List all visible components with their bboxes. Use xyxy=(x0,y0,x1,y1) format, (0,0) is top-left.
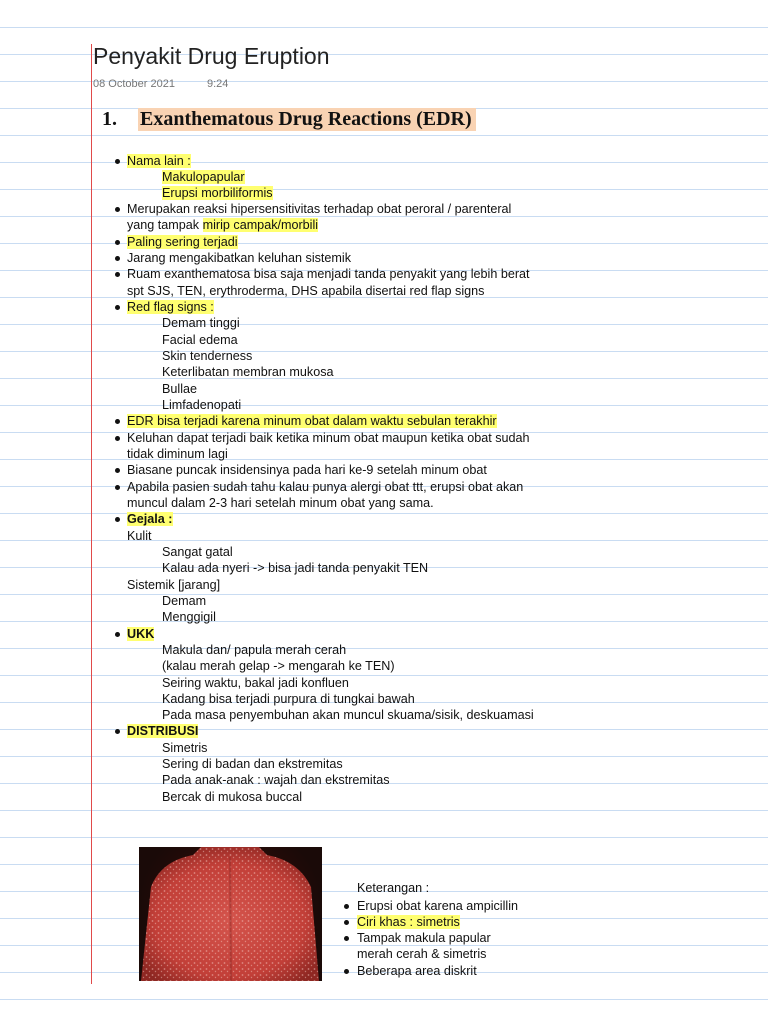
section-number: 1. xyxy=(102,108,117,130)
list-item xyxy=(162,675,349,691)
caption-item-text: merah cerah & simetris xyxy=(357,947,487,961)
list-item-text: Demam xyxy=(162,594,207,608)
bullet xyxy=(344,920,349,925)
bullet xyxy=(115,517,120,522)
list-item-text: Simetris xyxy=(162,741,208,755)
list-item xyxy=(127,511,173,527)
list-item-text: Bullae xyxy=(162,382,198,396)
list-item xyxy=(127,283,484,299)
bullet xyxy=(115,468,120,473)
caption-item xyxy=(357,914,460,930)
list-item xyxy=(162,397,241,413)
list-item xyxy=(162,560,428,576)
list-item-text: Paling sering terjadi xyxy=(127,235,238,249)
list-item xyxy=(162,658,395,674)
list-item-text: Sistemik [jarang] xyxy=(127,578,221,592)
list-item xyxy=(127,446,228,462)
caption-item-text: Tampak makula papular xyxy=(357,931,491,945)
list-item-text: Facial edema xyxy=(162,333,238,347)
list-item-text: Biasane puncak insidensinya pada hari ke-9 setelah minum obat xyxy=(127,463,487,477)
caption-item xyxy=(357,946,486,962)
list-item-text: Seiring waktu, bakal jadi konfluen xyxy=(162,676,349,690)
page-date: 08 October 2021 xyxy=(93,78,175,90)
list-item xyxy=(127,462,487,478)
section-heading-text: Exanthematous Drug Reactions (EDR) xyxy=(138,108,476,131)
list-item-text: Apabila pasien sudah tahu kalau punya alergi obat ttt, erupsi obat akan xyxy=(127,480,524,494)
list-item-text: Ruam exanthematosa bisa saja menjadi tanda penyakit yang lebih berat xyxy=(127,267,530,281)
list-item xyxy=(162,789,302,805)
list-item xyxy=(162,691,415,707)
list-item xyxy=(127,250,351,266)
list-item xyxy=(162,756,343,772)
list-item-text: Keluhan dapat terjadi baik ketika minum obat maupun ketika obat sudah xyxy=(127,431,530,445)
list-item xyxy=(162,364,334,380)
list-item xyxy=(162,169,245,185)
list-item xyxy=(127,217,318,233)
bullet xyxy=(115,632,120,637)
bullet xyxy=(115,729,120,734)
list-item xyxy=(127,479,523,495)
list-item-text: Gejala : xyxy=(127,512,173,526)
caption-item xyxy=(357,898,518,914)
list-item xyxy=(162,185,273,201)
list-item-text: Limfadenopati xyxy=(162,398,242,412)
bullet xyxy=(115,436,120,441)
caption-item xyxy=(357,930,491,946)
list-item-text: yang tampak xyxy=(127,218,203,232)
bullet xyxy=(344,936,349,941)
list-item xyxy=(162,609,216,625)
list-item xyxy=(162,381,197,397)
list-item-text: Sangat gatal xyxy=(162,545,233,559)
bullet xyxy=(344,969,349,974)
list-item-text: Sering di badan dan ekstremitas xyxy=(162,757,343,771)
list-item xyxy=(127,528,152,544)
bullet xyxy=(115,305,120,310)
list-item xyxy=(127,153,191,169)
list-item-text: Red flag signs : xyxy=(127,300,214,314)
list-item-text: Kalau ada nyeri -> bisa jadi tanda penyakit TEN xyxy=(162,561,429,575)
clinical-photo xyxy=(139,847,322,981)
caption-item-text: Beberapa area diskrit xyxy=(357,964,477,978)
list-item xyxy=(127,430,530,446)
caption-item-text: Erupsi obat karena ampicillin xyxy=(357,899,519,913)
list-item-text: DISTRIBUSI xyxy=(127,724,199,738)
list-item-text: Makula dan/ papula merah cerah xyxy=(162,643,347,657)
list-item-text: UKK xyxy=(127,627,155,641)
list-item xyxy=(162,332,238,348)
list-item-text: spt SJS, TEN, erythroderma, DHS apabila disertai red flap signs xyxy=(127,284,485,298)
bullet xyxy=(115,419,120,424)
bullet xyxy=(115,240,120,245)
caption-item xyxy=(357,963,477,979)
list-item xyxy=(162,315,240,331)
list-item xyxy=(127,495,434,511)
list-item-text: Nama lain : xyxy=(127,154,191,168)
list-item-text: Makulopapular xyxy=(162,170,245,184)
list-item xyxy=(127,577,220,593)
list-item-text: Keterlibatan membran mukosa xyxy=(162,365,334,379)
list-item-text: Pada masa penyembuhan akan muncul skuama/sisik, deskuamasi xyxy=(162,708,534,722)
list-item-text: tidak diminum lagi xyxy=(127,447,228,461)
list-item-text: Kulit xyxy=(127,529,152,543)
list-item-text: Bercak di mukosa buccal xyxy=(162,790,302,804)
caption-item-text: Ciri khas : simetris xyxy=(357,915,460,929)
bullet xyxy=(344,904,349,909)
list-item-text: Jarang mengakibatkan keluhan sistemik xyxy=(127,251,352,265)
bullet xyxy=(115,485,120,490)
list-item-highlight: mirip campak/morbili xyxy=(202,218,319,232)
list-item xyxy=(162,544,233,560)
list-item xyxy=(127,201,511,217)
list-item-text: Skin tenderness xyxy=(162,349,253,363)
list-item xyxy=(162,348,252,364)
list-item-text: (kalau merah gelap -> mengarah ke TEN) xyxy=(162,659,395,673)
list-item xyxy=(162,772,390,788)
list-item xyxy=(162,707,534,723)
bullet xyxy=(115,159,120,164)
list-item xyxy=(127,723,198,739)
list-item-text: Kadang bisa terjadi purpura di tungkai bawah xyxy=(162,692,415,706)
list-item xyxy=(127,626,154,642)
list-item xyxy=(127,266,530,282)
list-item-text: Menggigil xyxy=(162,610,216,624)
list-item-text: Demam tinggi xyxy=(162,316,240,330)
list-item-text: Merupakan reaksi hipersensitivitas terhadap obat peroral / parenteral xyxy=(127,202,512,216)
bullet xyxy=(115,207,120,212)
list-item-text: Pada anak-anak : wajah dan ekstremitas xyxy=(162,773,390,787)
list-item-text: muncul dalam 2-3 hari setelah minum obat yang sama. xyxy=(127,496,434,510)
caption-title: Keterangan : xyxy=(357,881,430,895)
bullet xyxy=(115,256,120,261)
list-item xyxy=(162,593,206,609)
page-time: 9:24 xyxy=(207,78,229,90)
list-item xyxy=(127,413,497,429)
list-item xyxy=(162,740,207,756)
list-item xyxy=(162,642,346,658)
list-item xyxy=(127,299,214,315)
bullet xyxy=(115,272,120,277)
margin-line xyxy=(91,44,92,984)
page-title: Penyakit Drug Eruption xyxy=(93,43,330,69)
list-item xyxy=(127,234,238,250)
photo-caption xyxy=(357,880,429,896)
list-item-text: Erupsi morbiliformis xyxy=(162,186,273,200)
list-item-text: EDR bisa terjadi karena minum obat dalam waktu sebulan terakhir xyxy=(127,414,497,428)
section-heading xyxy=(102,108,476,131)
